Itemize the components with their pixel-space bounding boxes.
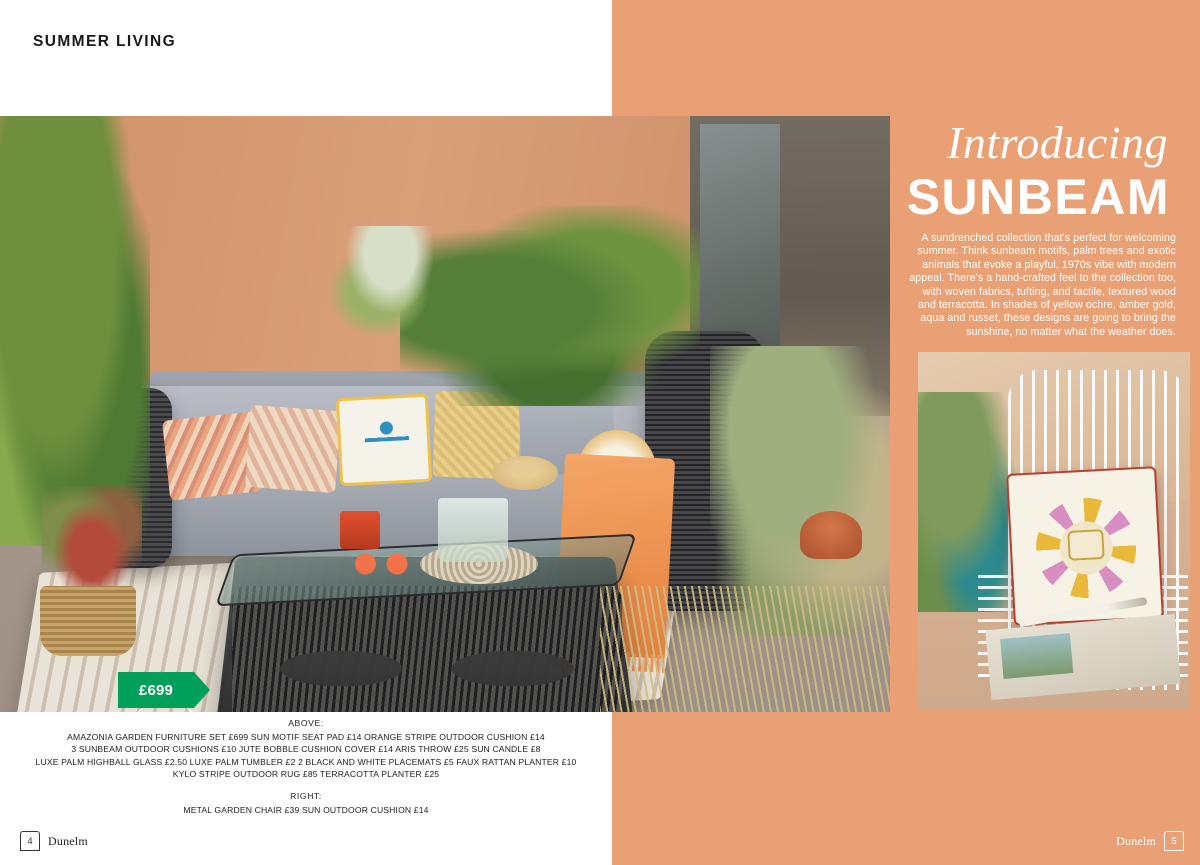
hero-grapefruit-slices [348, 552, 418, 576]
caption-right-heading: RIGHT: [290, 790, 322, 801]
hero-highball-glasses [438, 498, 508, 562]
caption-line: METAL GARDEN CHAIR £39 SUN OUTDOOR CUSHION £14 [183, 804, 429, 815]
hero-ornamental-grass [600, 586, 890, 712]
brand-logo-right: Dunelm [1116, 833, 1156, 848]
headline-body-copy: A sundrenched collection that's perfect for welcoming summer. Think sunbeam motifs, palm trees and exotic animals that evoke a playful, 1970s vibe with modern appeal. There's a hand-crafted feel to the collection too, with woven fabrics, tufting, and tactile, textured wood and terracotta. In shades of yellow ochre, amber gold, aqua and russet, these designs are going to bring the sunshine, no matter what the weather does. [909, 232, 1176, 338]
hero-hanging-plant [330, 226, 450, 336]
hero-cushion-textured [245, 405, 341, 493]
caption-line: 3 SUNBEAM OUTDOOR CUSHIONS £10 JUTE BOBBLE CUSHION COVER £14 ARIS THROW £25 SUN CANDLE £8 [71, 744, 541, 755]
hero-terracotta-planter [800, 511, 862, 559]
hero-candle [340, 511, 380, 549]
side-photo-chair-cushion [918, 352, 1190, 709]
caption-block [0, 718, 612, 816]
sun-face-icon [1067, 529, 1105, 561]
hero-coffee-table-weave [232, 586, 622, 712]
caption-line: LUXE PALM HIGHBALL GLASS £2.50 LUXE PALM TUMBLER £2 2 BLACK AND WHITE PLACEMATS £5 FAUX RATTAN PLANTER £10 [35, 756, 577, 767]
price-badge [118, 672, 208, 712]
footer-left [20, 831, 88, 851]
price-badge-price: £699 [118, 672, 194, 708]
page-number-left: 4 [20, 831, 40, 851]
caption-line: KYLO STRIPE OUTDOOR RUG £85 TERRACOTTA PLANTER £25 [172, 769, 440, 780]
section-kicker: SUMMER LIVING [33, 33, 177, 50]
side-photo-book-image [1000, 633, 1073, 679]
left-header-band [0, 0, 612, 116]
hero-bamboo-plant-left [0, 116, 150, 546]
footer-right [1116, 831, 1184, 851]
hero-potted-cordyline [42, 486, 142, 596]
caption-above-heading: ABOVE: [288, 718, 324, 728]
hero-cushion-palm-motif [336, 394, 432, 487]
hero-straw-hat [492, 456, 558, 490]
hero-faux-rattan-planter [40, 586, 136, 656]
page-number-right: 5 [1164, 831, 1184, 851]
headline-sunbeam: SUNBEAM [906, 169, 1170, 225]
caption-line: AMAZONIA GARDEN FURNITURE SET £699 SUN MOTIF SEAT PAD £14 ORANGE STRIPE OUTDOOR CUSHION £14 [67, 732, 545, 742]
headline-script: Introducing [947, 117, 1168, 168]
brand-logo-left: Dunelm [48, 833, 88, 848]
